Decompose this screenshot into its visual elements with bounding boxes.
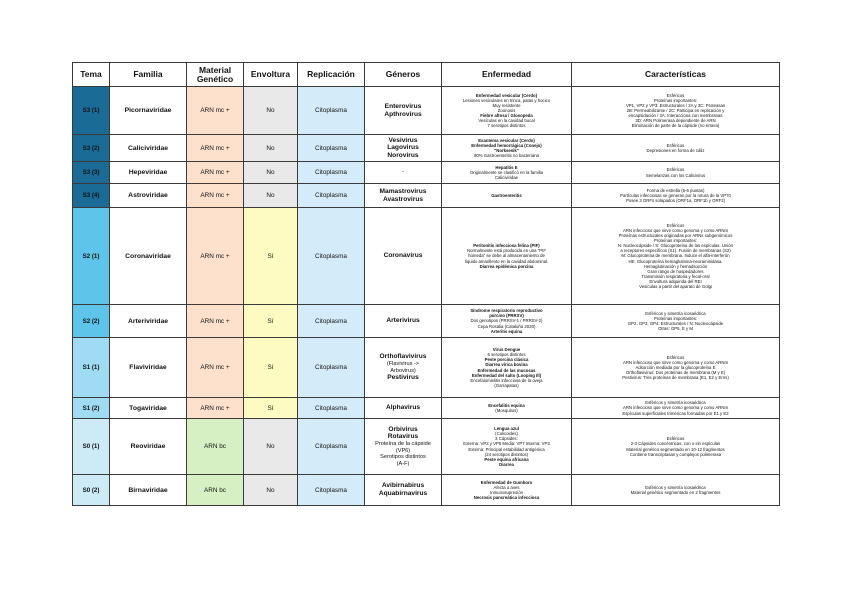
header-tema: Tema (73, 63, 110, 87)
enfermedad-line: 5 serotipos distintos (487, 352, 526, 358)
enfermedad-line: (Garrapatas) (494, 382, 519, 388)
caracteristica-item: - Partículas infecciosas se generan por la rotura de la VP70 (574, 193, 777, 198)
caracteristica-item: - Esféricos y simetría icosaédrica (574, 311, 777, 316)
caracteristicas-cell (572, 184, 780, 208)
caracteristica-item: 3D: ARN Polimerasa dependiente de ARN (635, 118, 716, 124)
enfermedad-line: Zoonosis (497, 107, 516, 113)
familia-cell: Picornaviridae (110, 87, 187, 135)
caracteristica-item: - Esféricos (574, 167, 777, 172)
caracteristica-item: M: Glucoproteína de membrana. Induce el alfa-interferón (621, 253, 730, 259)
genero-line: Enterovirus (384, 102, 422, 110)
enfermedad-line: Vesículas en la cavidad bucal (478, 118, 535, 124)
genero-line: Apthrovirus (384, 110, 422, 118)
caracteristica-item: - Semelanzas con los Calicivirus (574, 173, 777, 178)
envoltura-cell: Sí (244, 398, 298, 419)
enfermedad-cell (442, 305, 572, 338)
familia-cell: Flaviviridae (110, 338, 187, 398)
material-cell: ARN mc + (187, 162, 244, 184)
caracteristicas-cell (572, 475, 780, 506)
genero-line: (VP6) (395, 447, 411, 454)
enfermedad-line: líquido amarillento en la cavidad abdominal. (464, 258, 549, 264)
familia-cell: Togaviridae (110, 398, 187, 419)
enfermedad-line: Originalmente se clasificó en la familia (469, 169, 544, 175)
enfermedad-line: Hepatitis E (495, 164, 518, 170)
familia-cell: Caliciviridae (110, 135, 187, 162)
genero-line: Norovirus (387, 151, 419, 159)
replicacion-cell: Citoplasma (298, 162, 365, 184)
enfermedad-line: Arteritis equina (490, 328, 523, 334)
enfermedad-line: Dos genotipos (PRRSV-1 / PRRSV-2) (470, 318, 543, 324)
header-enfermedad: Enfermedad (442, 63, 572, 87)
tema-cell: S3 (1) (73, 87, 110, 135)
envoltura-cell: No (244, 87, 298, 135)
enfermedad-line: (Mosquitos) (495, 408, 518, 413)
caracteristica-item: - Adsorción mediada por la glucoproteína E (574, 365, 777, 370)
enfermedad-line: (24 serotipos distintos) (484, 451, 529, 457)
genero-line: - (402, 169, 404, 176)
genero-line: Rotavirus (387, 433, 419, 441)
genero-line: Avastrovirus (382, 195, 424, 203)
enfermedad-line: Caliciviridae (494, 175, 519, 181)
header-material: Material Genético (187, 63, 244, 87)
genero-line: Arterivirus (386, 317, 420, 325)
caracteristica-item: - ARN infeccioso que sirve como genoma y como ARNm (574, 405, 777, 410)
material-cell: ARN mc + (187, 338, 244, 398)
generos-cell (365, 135, 442, 162)
tema-cell: S3 (4) (73, 184, 110, 208)
enfermedad-line: Cepa Rosalia (Cataluña 2020) (477, 323, 536, 329)
caracteristica-item: encapsidación / 3A: Interacciona con membranas (628, 113, 723, 119)
enfermedad-cell (442, 208, 572, 305)
caracteristicas-cell (572, 338, 780, 398)
table-row (73, 305, 780, 338)
enfermedad-cell (442, 87, 572, 135)
envoltura-cell: No (244, 162, 298, 184)
material-cell: ARN mc + (187, 135, 244, 162)
tema-cell: S1 (2) (73, 398, 110, 419)
virus-table (72, 62, 780, 506)
caracteristica-item: Otras: GP5, E y M (658, 326, 693, 332)
enfermedad-line: Normalmente está producida en una "PIF (467, 248, 546, 254)
caracteristica-item: - Eliminación de parte de la cápside (no entera) (574, 123, 777, 128)
caracteristica-item: N: Nucleocápside / S: Glucoproteína de las espículas. Unión (617, 243, 734, 249)
genero-line: Orthoflavivirus (379, 353, 427, 361)
replicacion-cell: Citoplasma (298, 135, 365, 162)
caracteristicas-cell (572, 135, 780, 162)
caracteristica-item: - Gran rango de hospedadores (574, 269, 777, 274)
genero-line: Vesivirus (388, 136, 418, 144)
tema-cell: S2 (2) (73, 305, 110, 338)
enfermedad-line: "Norksesik" (494, 148, 519, 153)
caracteristica-item: - ARN infeccioso que sirve como genoma y como ARNm (574, 228, 777, 233)
familia-cell: Birnaviridae (110, 475, 187, 506)
enfermedad-cell (442, 338, 572, 398)
enfermedad-line: Lesiones vesiculares en trinca, patas y hocico (462, 97, 551, 103)
caracteristica-item: - Esféricos (574, 355, 777, 360)
caracteristica-item: 2B: Permeabilizante / 2C: Participa en replicación y (626, 107, 725, 113)
caracteristica-item: a receptores específicos (S1). Fusión de membranas (S2) (620, 248, 731, 254)
genero-line: Lagovirus (387, 144, 419, 152)
caracteristica-item: VP1, VP2 y VP3: Estructurales / 2A y 3C: Proteasas (625, 102, 726, 108)
table-row (73, 162, 780, 184)
enfermedad-line: Muy resistente (492, 102, 521, 108)
enfermedad-line: Encefalitis equina (488, 402, 525, 408)
header-envoltura: Envoltura (244, 63, 298, 87)
caracteristica-item: - Proteínas estructurales originadas por ARNs subgenómicos (574, 233, 777, 238)
caracteristica-item: - Depresiones en forma de cáliz (574, 148, 777, 153)
caracteristica-item: - Vesículas a partir del aparato de Golgi (574, 284, 777, 289)
genero-line: Avibirnabirus (381, 482, 425, 490)
table-row (73, 87, 780, 135)
generos-cell (365, 398, 442, 419)
tema-cell: S1 (1) (73, 338, 110, 398)
envoltura-cell: Sí (244, 305, 298, 338)
enfermedad-line: Externa: Principal estabilidad antigénica (468, 446, 545, 452)
generos-cell (365, 305, 442, 338)
table-row (73, 135, 780, 162)
enfermedad-line: Peritonitis infecciosa felina (PIF) (473, 243, 540, 249)
tema-cell: S0 (2) (73, 475, 110, 506)
header-familia: Familia (110, 63, 187, 87)
enfermedad-line: Peste porcina clásica (484, 357, 529, 363)
caracteristica-item: - Material genético segmentado en 2 fragmentos (574, 490, 777, 495)
caracteristica-item: - Esféricos (574, 223, 777, 228)
tema-cell: S3 (2) (73, 135, 110, 162)
caracteristicas-cell (572, 305, 780, 338)
tema-cell: S3 (3) (73, 162, 110, 184)
enfermedad-cell (442, 419, 572, 475)
enfermedad-cell (442, 398, 572, 419)
caracteristica-item: Hemaglutinación y hemadsorción (643, 263, 708, 269)
caracteristica-item: - Material genético segmentado en 10-12 fragmentos (574, 447, 777, 452)
enfermedad-cell (442, 135, 572, 162)
caracteristica-item: - Esféricos y simetría icosaédrica (574, 400, 777, 405)
caracteristica-item: - Proteínas importantes: (574, 98, 777, 103)
caracteristicas-cell (572, 87, 780, 135)
genero-line: Proteína de la cápside (375, 440, 431, 447)
caracteristica-item: - Proteínas importantes: (574, 238, 777, 243)
familia-cell: Coronaviridae (110, 208, 187, 305)
enfermedad-line: Fiebre aftosa / Glosopeda (480, 113, 533, 119)
enfermedad-line: (Culicoides) (495, 431, 518, 437)
material-cell: ARN mc + (187, 208, 244, 305)
caracteristica-item: - Esféricos (574, 93, 777, 98)
enfermedad-line: Externa: VP2 y VP5 Media: VP7 Interna: VP3 (463, 441, 550, 447)
caracteristica-item: - Proteínas importantes: (574, 316, 777, 321)
enfermedad-line: 3 Cápsides: (495, 436, 518, 442)
enfermedad-line: Diarrea vírica bovina (485, 362, 528, 368)
tema-cell: S2 (1) (73, 208, 110, 305)
enfermedad-line: Enfermedad vesicular (Cerdo) (475, 92, 538, 98)
genero-line: (A-F) (396, 460, 410, 467)
envoltura-cell: Sí (244, 338, 298, 398)
header-replicacion: Replicación (298, 63, 365, 87)
header-caracteristicas: Características (572, 63, 780, 87)
caracteristicas-cell (572, 419, 780, 475)
enfermedad-line: Enfermedad hemorrágica (Conejo) (471, 142, 542, 148)
envoltura-cell: Sí (244, 208, 298, 305)
enfermedad-line: 7 serotipos distintos (487, 123, 526, 129)
material-cell: ARN bc (187, 475, 244, 506)
enfermedad-line: porcino (PRRSV) (489, 313, 524, 319)
enfermedad-line: Exantema vesicular (Cerdo) (478, 137, 535, 143)
table-row (73, 419, 780, 475)
genero-line: Arbovirus) (390, 367, 416, 374)
table-row (73, 475, 780, 506)
table-row (73, 398, 780, 419)
enfermedad-line: Diarrea epidémica porcina (479, 263, 534, 269)
familia-cell: Hepeviridae (110, 162, 187, 184)
enfermedad-line: 90% Gastroenteritis no bacteriana (474, 153, 539, 159)
enfermedad-line: Gastroenteritis (491, 192, 522, 198)
caracteristica-item: - Espículas superficiales triméricas formadas por E1 y E2 (574, 411, 777, 416)
enfermedad-line: Afecta a aves (493, 484, 520, 490)
enfermedad-line: húmeda" se debe al almacenamiento de (468, 253, 545, 259)
generos-cell (365, 475, 442, 506)
replicacion-cell: Citoplasma (298, 419, 365, 475)
enfermedad-line: Síndrome respiratorio reproductivo (470, 308, 543, 314)
enfermedad-line: Encefalomielitis infecciosa de la oveja (470, 377, 543, 383)
material-cell: ARN mc + (187, 184, 244, 208)
header-row (73, 63, 780, 87)
table-row (73, 338, 780, 398)
caracteristica-item: HE: Glucoproteína hemaglutinina-neuraminidasa. (628, 258, 723, 264)
enfermedad-cell (442, 475, 572, 506)
enfermedad-line: Diarrea (499, 461, 514, 467)
generos-cell (365, 87, 442, 135)
replicacion-cell: Citoplasma (298, 184, 365, 208)
generos-cell (365, 184, 442, 208)
material-cell: ARN bc (187, 419, 244, 475)
enfermedad-line: Inmunosupresión (490, 490, 523, 495)
genero-line: Alphavirus (385, 404, 421, 412)
genero-line: Mamastrovirus (379, 187, 427, 195)
material-cell: ARN mc + (187, 305, 244, 338)
envoltura-cell: No (244, 184, 298, 208)
envoltura-cell: No (244, 419, 298, 475)
tema-cell: S0 (1) (73, 419, 110, 475)
genero-line: Serotipos distintos (380, 454, 426, 461)
enfermedad-line: Peste equina africana (484, 456, 529, 462)
material-cell: ARN mc + (187, 398, 244, 419)
enfermedad-line: Enfermedad del salto (Looping Ill) (471, 372, 542, 378)
enfermedad-line: Lengua azul (494, 426, 519, 432)
genero-line: Aquabirnavirus (378, 490, 428, 497)
replicacion-cell: Citoplasma (298, 305, 365, 338)
caracteristica-item: - Contiene transcriptasas y complejos polimerasa (574, 452, 777, 457)
replicacion-cell: Citoplasma (298, 87, 365, 135)
caracteristica-item: GP2, GP3, GP4: Estructurales / N: Nucleocápside (627, 321, 724, 326)
caracteristica-item: - Orthoflavivirus: Dos proteínas de membrana (M y E) (574, 370, 777, 375)
caracteristica-item: - Transmisión respiratoria y fecal-oral (574, 274, 777, 279)
replicacion-cell: Citoplasma (298, 208, 365, 305)
header-generos: Géneros (365, 63, 442, 87)
enfermedad-cell (442, 184, 572, 208)
table-row (73, 184, 780, 208)
familia-cell: Reoviridae (110, 419, 187, 475)
caracteristica-item: - Posee 3 ORFs solapados (ORF1a, ORF1b y ORF2) (574, 198, 777, 203)
generos-cell (365, 162, 442, 184)
generos-cell (365, 338, 442, 398)
generos-cell (365, 419, 442, 475)
enfermedad-cell (442, 162, 572, 184)
enfermedad-line: Enfermedad de las mucosas (477, 367, 536, 373)
enfermedad-line: Virus Dengue (492, 347, 521, 353)
enfermedad-line: Necrosis pancreática infecciosa (473, 495, 540, 501)
familia-cell: Astroviridae (110, 184, 187, 208)
replicacion-cell: Citoplasma (298, 398, 365, 419)
caracteristica-item: - ARN infeccioso que sirve como genoma y como ARNm (574, 360, 777, 365)
envoltura-cell: No (244, 475, 298, 506)
caracteristica-item: - 2-3 Cápsides concéntricas, con o sin espículas (574, 441, 777, 446)
envoltura-cell: No (244, 135, 298, 162)
familia-cell: Arteriviridae (110, 305, 187, 338)
material-cell: ARN mc + (187, 87, 244, 135)
caracteristica-item: - Pestivirus: Tres proteínas de membrana (E1, E2 y Erns) (574, 375, 777, 380)
genero-line: Coronavirus (383, 252, 423, 260)
generos-cell (365, 208, 442, 305)
caracteristica-item: - Esféricos (574, 143, 777, 148)
caracteristica-item: - Esféricos y simetría icosaédrica (574, 485, 777, 490)
caracteristica-item: - Forma de estrella (5-6 puntas) (574, 188, 777, 193)
enfermedad-line: Enfermedad de Gumboro (480, 479, 533, 485)
caracteristica-item: - Esféricos (574, 436, 777, 441)
genero-line: Pestivirus (387, 374, 419, 382)
caracteristica-item: - Envoltura adquirida del REI (574, 279, 777, 284)
caracteristicas-cell (572, 398, 780, 419)
replicacion-cell: Citoplasma (298, 338, 365, 398)
genero-line: (Flavivirus -> (386, 360, 420, 367)
genero-line: Orbivirus (388, 425, 418, 433)
caracteristicas-cell (572, 162, 780, 184)
replicacion-cell: Citoplasma (298, 475, 365, 506)
table-row (73, 208, 780, 305)
caracteristicas-cell (572, 208, 780, 305)
